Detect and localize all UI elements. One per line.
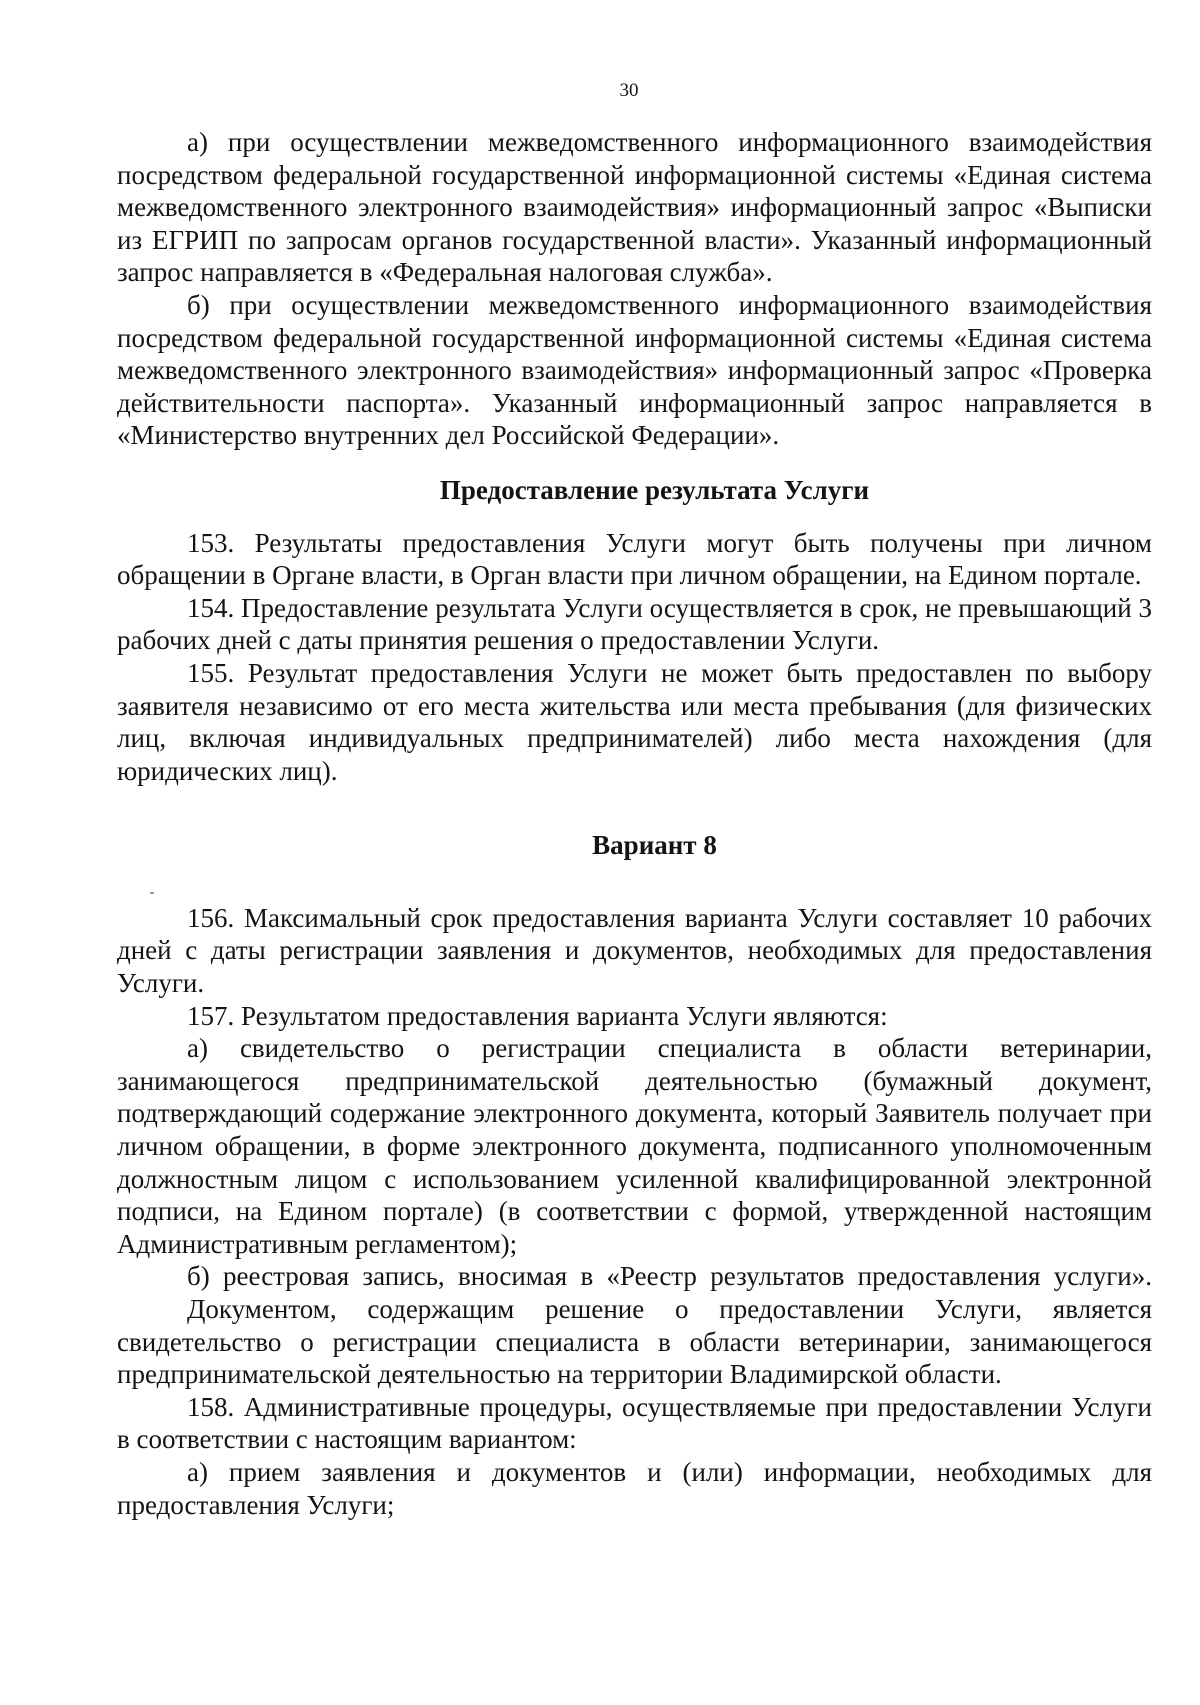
paragraph-153: 153. Результаты предоставления Услуги могут быть получены при личном обращении в Органе власти, в Орган власти при личном обращении, на Едином портале. xyxy=(117,527,1152,591)
paragraph-157-b: б) реестровая запись, вносимая в «Реестр результатов предоставления услуги». xyxy=(187,1261,1152,1292)
paragraph-157: 157. Результатом предоставления варианта Услуги являются: xyxy=(187,1000,888,1031)
paragraph-154: 154. Предоставление результата Услуги осуществляется в срок, не превышающий 3 рабочих дней с даты принятия решения о предоставлении Услуги. xyxy=(117,592,1152,656)
paragraph-156: 156. Максимальный срок предоставления варианта Услуги составляет 10 рабочих дней с даты регистрации заявления и документов, необходимых для предоставления Услуги. xyxy=(117,902,1152,999)
paragraph-b-passport-check: б) при осуществлении межведомственного информационного взаимодействия посредством федеральной государственной информационной системы «Единая система межведомственного электронного взаимодействия» информационный запрос «Проверка действительности паспорта». Указанный информационный запрос направляется в «Министерство внутренних дел Российской Федерации». xyxy=(117,289,1152,451)
paragraph-157-a: а) свидетельство о регистрации специалиста в области ветеринарии, занимающегося предпринимательской деятельностью (бумажный документ, подтверждающий содержание электронного документа, который Заявитель получает при личном обращении, в форме электронного документа, подписанного уполномоченным должностным лицом с использованием усиленной квалифицированной электронной подписи, на Едином портале) (в соответствии с формой, утвержденной настоящим Административным регламентом); xyxy=(117,1033,1152,1259)
paragraph-a-egrip-request: а) при осуществлении межведомственного информационного взаимодействия посредством федеральной государственной информационной системы «Единая система межведомственного электронного взаимодействия» информационный запрос «Выписки из ЕГРИП по запросам органов государственной власти». Указанный информационный запрос направляется в «Федеральная налоговая служба». xyxy=(117,127,1152,288)
paragraph-158-a: а) прием заявления и документов и (или) информации, необходимых для предоставления Услуги; xyxy=(117,1456,1152,1520)
page-number: 30 xyxy=(619,80,639,101)
section-heading-variant-8: Вариант 8 xyxy=(592,830,717,861)
paragraph-158: 158. Административные процедуры, осуществляемые при предоставлении Услуги в соответствии с настоящим вариантом: xyxy=(117,1391,1152,1455)
document-body xyxy=(117,126,1152,1521)
paragraph-decision-document: Документом, содержащим решение о предоставлении Услуги, является свидетельство о регистрации специалиста в области ветеринарии, занимающегося предпринимательской деятельностью на территории Владимирской области. xyxy=(117,1294,1152,1390)
paragraph-155: 155. Результат предоставления Услуги не может быть предоставлен по выбору заявителя независимо от его места жительства или места пребывания (для физических лиц, включая индивидуальных предпринимателей) либо места нахождения (для юридических лиц). xyxy=(117,657,1152,786)
section-heading-result-provision: Предоставление результата Услуги xyxy=(439,474,870,505)
